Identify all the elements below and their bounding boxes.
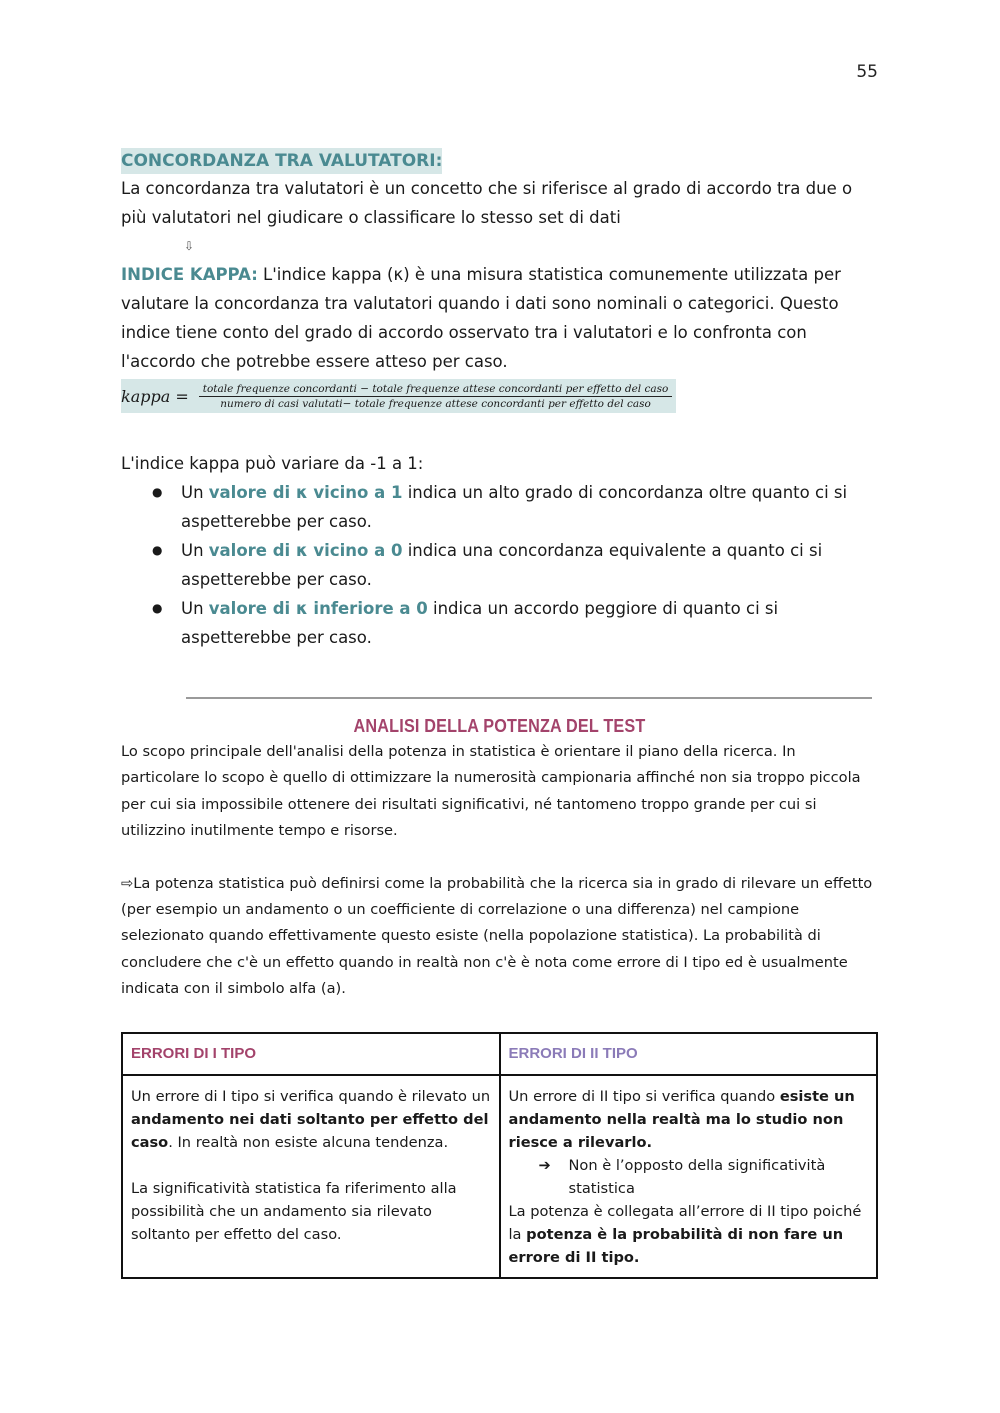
down-arrow-icon: ⇩	[184, 239, 195, 253]
kappa-section	[121, 260, 878, 652]
kappa-label: INDICE KAPPA:	[121, 265, 258, 284]
kappa-formula	[121, 379, 676, 413]
header-errori-i-tipo: ERRORI DI I TIPO	[122, 1033, 500, 1075]
page-number: 55	[856, 62, 878, 82]
potenza-paragraph-2: ⇨La potenza statistica può definirsi come la probabilità che la ricerca sia in grado di rilevare un effetto (per esempio un andamento o un coefficiente di correlazione o una differenza) nel campione selezionato quando effettivamente questo esiste (nella popolazione statistica). La probabilità di concludere che c'è un effetto quando in realtà non c'è è nota come errore di I tipo ed è usualmente indicata con il simbolo alfa (a).	[121, 874, 873, 998]
list-item: ● Un valore di κ inferiore a 0 indica un accordo peggiore di quanto ci si aspetterebbe per caso.	[181, 594, 878, 652]
right-arrow-icon: ➔	[538, 1156, 551, 1174]
potenza-heading: ANALISI DELLA POTENZA DEL TEST	[353, 716, 646, 736]
cell-errori-i-tipo: Un errore di I tipo si verifica quando è rilevato un andamento nei dati soltanto per effetto del caso. In realtà non esiste alcuna tendenza. La significatività statistica fa riferimento alla possibilità che un andamento sia rilevato soltanto per effetto del caso.	[122, 1075, 500, 1278]
errors-table	[121, 1032, 878, 1279]
list-item: ● Un valore di κ vicino a 0 indica una concordanza equivalente a quanto ci si aspetterebbe per caso.	[181, 536, 878, 594]
formula-lhs: kappa =	[121, 386, 189, 406]
kappa-bullet-list	[121, 478, 878, 652]
formula-fraction	[199, 382, 673, 411]
formula-denominator: numero di casi valutati− totale frequenze attese concordanti per effetto del caso	[220, 397, 651, 410]
concordanza-text: La concordanza tra valutatori è un concetto che si riferisce al grado di accordo tra due o più valutatori nel giudicare o classificare lo stesso set di dati	[121, 179, 853, 227]
list-item: ● Un valore di κ vicino a 1 indica un alto grado di concordanza oltre quanto ci si aspetterebbe per caso.	[181, 478, 878, 536]
concordanza-section	[121, 148, 878, 260]
potenza-paragraph-1: Lo scopo principale dell'analisi della potenza in statistica è orientare il piano della ricerca. In particolare lo scopo è quello di ottimizzare la numerosità campionaria affinché non sia troppo piccola per cui sia impossibile ottenere dei risultati significativi, né tantomeno troppo grande per cui si utilizzino inutilmente tempo e risorse.	[121, 743, 861, 840]
kappa-text: L'indice kappa (κ) è una misura statistica comunemente utilizzata per valutare la concordanza tra valutatori quando i dati sono nominali o categorici. Questo indice tiene conto del grado di accordo osservato tra i valutatori e lo confronta con l'accordo che potrebbe essere atteso per caso.	[121, 265, 841, 371]
potenza-section	[121, 716, 878, 1003]
table-header-row	[122, 1033, 877, 1075]
kappa-paragraph	[121, 260, 878, 376]
kappa-range-text: L'indice kappa può variare da -1 a 1:	[121, 454, 424, 473]
horizontal-divider	[186, 697, 872, 699]
page-content	[121, 148, 878, 1279]
formula-numerator: totale frequenze concordanti − totale frequenze attese concordanti per effetto del caso	[202, 382, 669, 395]
concordanza-heading: CONCORDANZA TRA VALUTATORI:	[121, 148, 442, 174]
cell-errori-ii-tipo: Un errore di II tipo si verifica quando esiste un andamento nella realtà ma lo studio non riesce a rilevarlo. ➔ Non è l’opposto della significatività statistica La potenza è collegata all’errore di II tipo poiché la potenza è la probabilità di non fare un errore di II tipo.	[500, 1075, 878, 1278]
table-row	[122, 1075, 877, 1278]
header-errori-ii-tipo: ERRORI DI II TIPO	[500, 1033, 878, 1075]
